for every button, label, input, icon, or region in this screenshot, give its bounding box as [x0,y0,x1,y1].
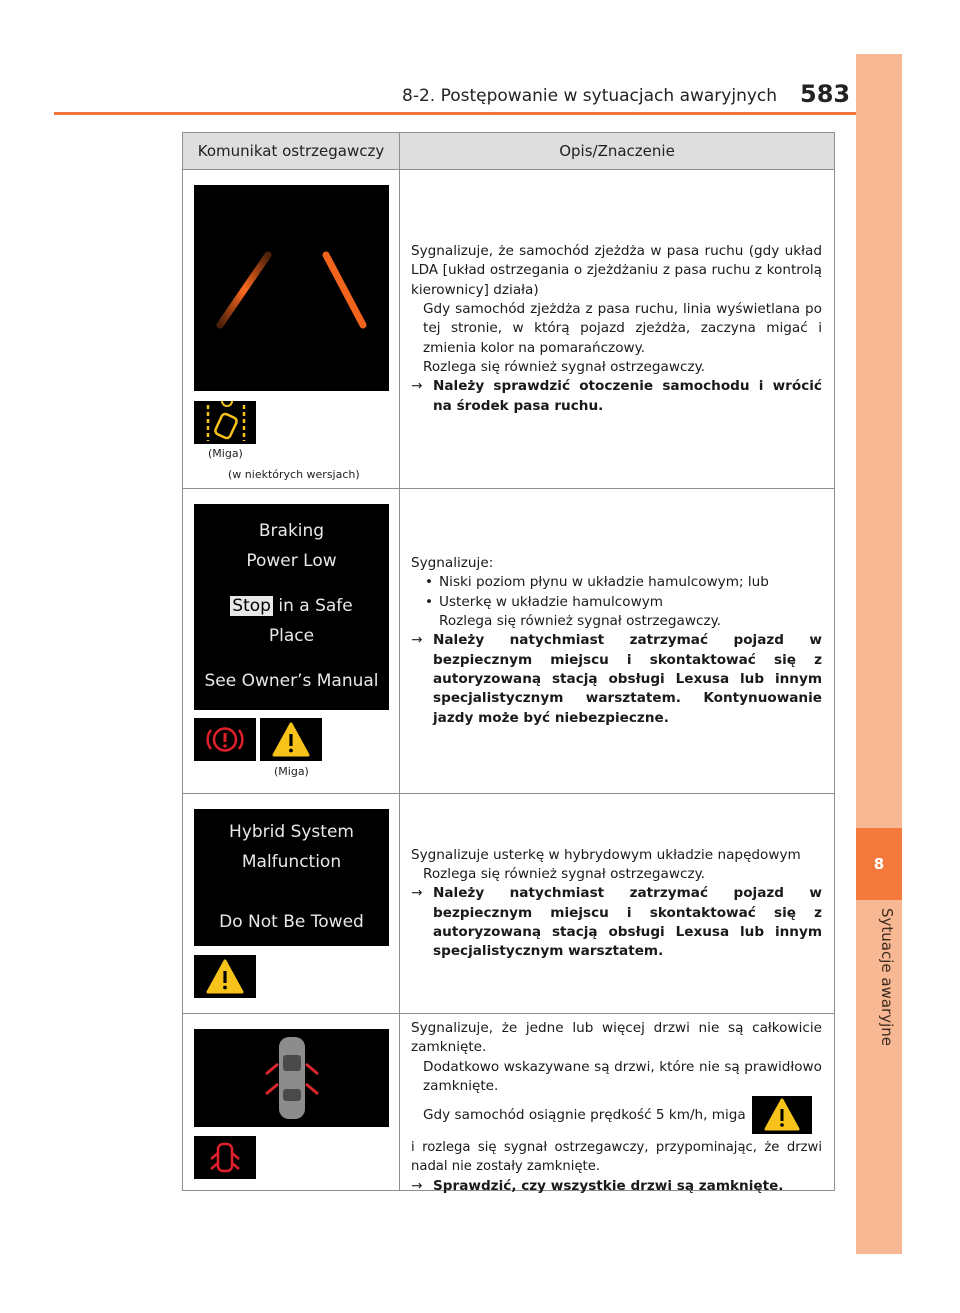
table-row [183,1014,834,1194]
warning-visual [183,794,400,1013]
description-text: Sygnalizuje: [411,555,494,572]
table-header [183,133,834,170]
screen-line: Hybrid System [229,822,354,842]
warning-description [400,1014,834,1194]
list-item: • Usterkę w układzie hamulcowym [425,593,663,610]
warning-visual [183,1014,400,1190]
action-instruction: → Należy natychmiast zatrzymać pojazd w bezpiecznym miejscu i skontaktować się z autoryzowaną stacją obsługi Lexusa lub innym specjalistycznym warsztatem. [411,884,822,961]
screen-line: Do Not Be Towed [219,912,364,932]
chapter-number: 8 [856,828,902,900]
description-text: Rozlega się również sygnał ostrzegawczy. [423,865,706,882]
brake-message-display [194,504,389,710]
section-title: 8-2. Postępowanie w sytuacjach awaryjnych [402,86,778,106]
action-instruction: → Należy natychmiast zatrzymać pojazd w bezpiecznym miejscu i skontaktować się z autoryzowaną stacją obsługi Lexusa lub innym specjalistycznym warsztatem. Kontynuowanie jazdy może być niebezpieczne. [411,631,822,727]
screen-line: Place [268,626,315,646]
column-header-description: Opis/Znaczenie [559,142,675,160]
arrow-icon: → [411,885,423,902]
hybrid-message-display [194,809,389,946]
screen-line: See Owner’s Manual [204,671,379,691]
caption-blink: (Miga) [208,447,243,460]
description-text: Dodatkowo wskazywane są drzwi, które nie są prawidłowo zamknięte. [423,1058,822,1094]
list-item: • Niski poziom płynu w układzie hamulcowym; lub [425,574,769,591]
table-row [183,794,834,1014]
warning-description [400,794,834,1013]
description-text: Gdy samochód osiągnie prędkość 5 km/h, miga [411,1096,822,1134]
description-text: Sygnalizuje usterkę w hybrydowym układzie napędowym [411,846,801,863]
table-row [183,170,834,489]
header-rule [54,112,900,115]
chapter-side-tab [856,54,902,1254]
lane-departure-icon [194,401,256,444]
warning-visual [183,170,400,488]
description-text: Gdy samochód zjeżdża z pasa ruchu, linia wyświetlana po tej stronie, w którą pojazd zjeżdża, zaczyna migać i zmienia kolor na pomarańczowy. [423,301,822,356]
warning-description [400,489,834,793]
brake-warning-icon [194,718,256,761]
screen-line: Stop in a Safe [232,596,353,616]
chapter-label: Sytuacje awaryjne [878,908,896,1046]
action-instruction: → Należy sprawdzić otoczenie samochodu i wrócić na środek pasa ruchu. [411,377,822,416]
table-row [183,489,834,794]
screen-line: Braking [258,521,325,541]
master-warning-icon [194,955,256,998]
arrow-icon: → [411,378,423,395]
description-text: Rozlega się również sygnał ostrzegawczy. [423,358,706,375]
door-open-display [194,1029,389,1127]
arrow-icon: → [411,632,423,649]
description-text: Rozlega się również sygnał ostrzegawczy. [439,613,722,630]
column-header-message: Komunikat ostrzegawczy [183,133,400,169]
screen-line: Malfunction [241,852,342,872]
master-warning-icon [752,1096,812,1134]
caption-blink: (Miga) [274,765,309,778]
description-text: Sygnalizuje, że jedne lub więcej drzwi nie są całkowicie zamknięte. [411,1020,822,1056]
description-text: i rozlega się sygnał ostrzegawczy, przypominając, że drzwi nadal nie zostały zamknięte. [411,1140,822,1175]
page-number: 583 [800,80,851,108]
screen-line: Power Low [246,551,337,571]
door-open-icon [194,1136,256,1179]
caption-version: (w niektórych wersjach) [228,468,360,481]
action-instruction: → Sprawdzić, czy wszystkie drzwi są zamknięte. [411,1177,822,1196]
lane-departure-display [194,185,389,391]
arrow-icon: → [411,1177,423,1194]
warning-visual [183,489,400,793]
master-warning-icon [260,718,322,761]
description-text: Sygnalizuje, że samochód zjeżdża w pasa ruchu (gdy układ LDA [układ ostrzegania o zjeżdżaniu z pasa ruchu z kontrolą kierownicy] działa) [411,243,822,298]
warning-table [182,132,835,1194]
warning-description [400,170,834,488]
